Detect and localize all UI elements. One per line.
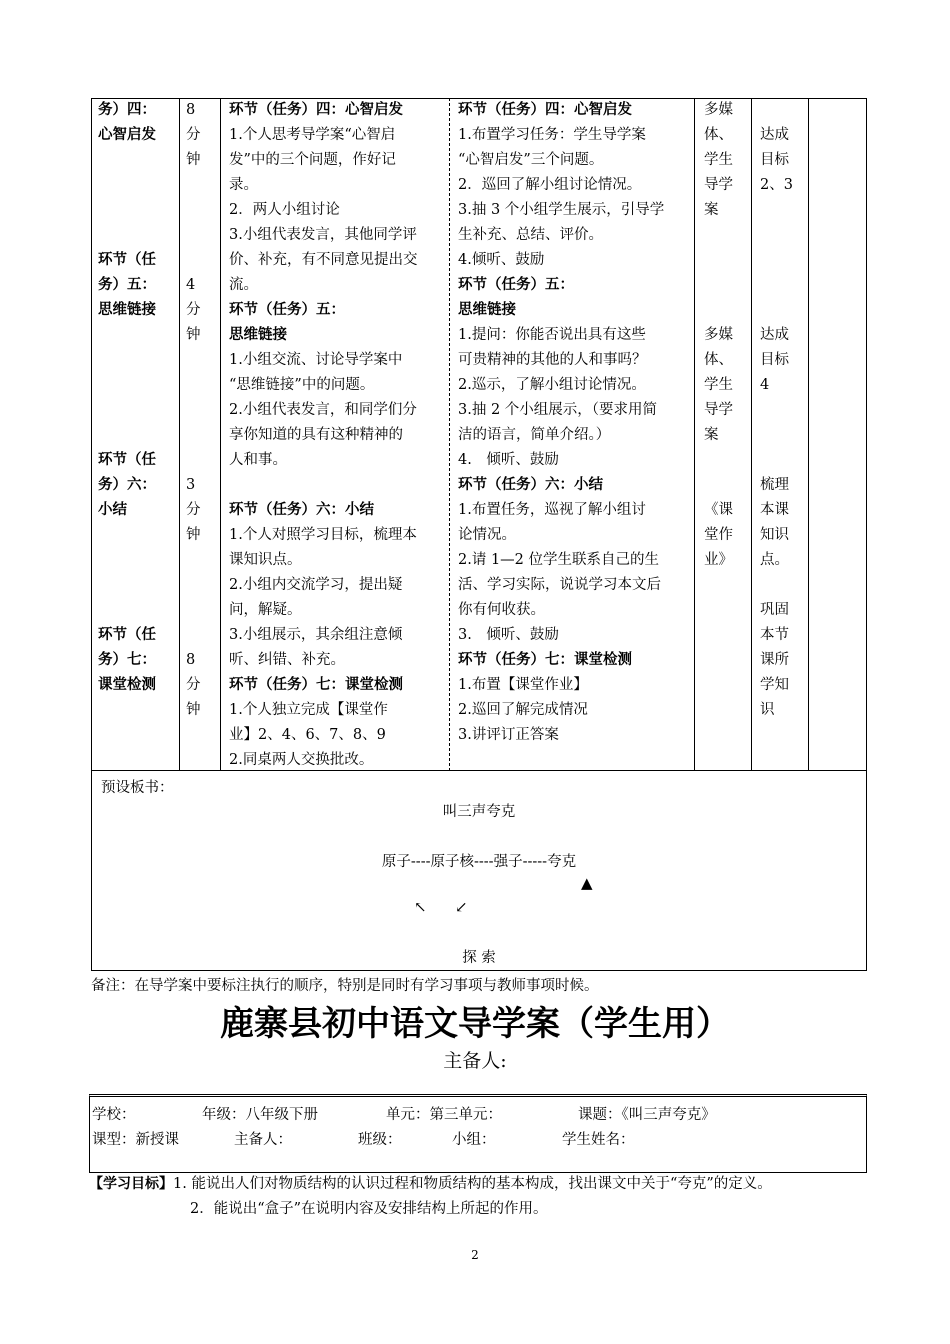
media-line: 案 — [704, 427, 719, 443]
student-line: 人和事。 — [229, 452, 287, 468]
media-line: 学生 — [704, 152, 733, 168]
goal-column — [760, 98, 793, 723]
goal-line — [760, 273, 793, 298]
stage-line — [98, 548, 156, 573]
time-line: 分 — [186, 127, 201, 143]
stage-line: 环节（任 — [98, 627, 156, 643]
teacher-line: 1.布置【课堂作业】 — [458, 677, 588, 693]
time-line — [186, 573, 201, 598]
teacher-line: 你有何收获。 — [458, 602, 545, 618]
goal-line: 目标 — [760, 352, 789, 368]
preparer-line: 主备人: — [443, 1050, 507, 1072]
student-line: 2．两人小组讨论 — [229, 202, 340, 218]
media-line: 多媒 — [704, 102, 733, 118]
stage-line: 小结 — [98, 502, 127, 518]
media-column — [704, 98, 733, 573]
goal-line — [760, 423, 793, 448]
stage-line — [98, 148, 156, 173]
student-line: 业】2、4、6、7、8、9 — [229, 727, 386, 743]
topic-field: 课题：《叫三声夸克》 — [578, 1107, 716, 1123]
goal-line: 梳理 — [760, 477, 789, 493]
grade-field: 年级：八年级下册 — [202, 1107, 318, 1123]
goal-line — [760, 298, 793, 323]
time-line — [186, 248, 201, 273]
board-bottom: 探 索 — [462, 950, 496, 966]
teacher-line: 4. 倾听、鼓励 — [458, 452, 559, 468]
stage-line: 心智启发 — [98, 127, 156, 143]
teacher-line: 环节（任务）四：心智启发 — [458, 102, 632, 118]
stage-line: 课堂检测 — [98, 677, 156, 693]
board-design-box — [91, 770, 867, 971]
student-line: 2.小组内交流学习，提出疑 — [229, 577, 403, 593]
board-chain: 原子----原子核----强子-----夸克 — [381, 854, 577, 870]
student-line: 课知识点。 — [229, 552, 302, 568]
board-label: 预设板书： — [101, 780, 174, 796]
time-line: 分 — [186, 677, 201, 693]
school-field: 学校： — [92, 1107, 136, 1123]
student-line: 环节（任务）四：心智启发 — [229, 102, 403, 118]
time-line: 3 — [186, 477, 196, 493]
media-line — [704, 223, 733, 248]
time-line: 4 — [186, 277, 196, 293]
media-line: 堂作 — [704, 527, 733, 543]
info-box — [89, 1094, 867, 1173]
student-line: 环节（任务）六：小结 — [229, 502, 374, 518]
goal-line: 本课 — [760, 502, 789, 518]
teacher-line: 论情况。 — [458, 527, 516, 543]
teacher-line: 2.巡示，了解小组讨论情况。 — [458, 377, 646, 393]
teacher-line: 洁的语言，简单介绍。） — [458, 427, 611, 443]
goal-line: 达成 — [760, 327, 789, 343]
time-line — [186, 548, 201, 573]
time-line — [186, 448, 201, 473]
student-line: 环节（任务）五： — [229, 302, 345, 318]
student-line: 1.小组交流、讨论导学案中 — [229, 352, 403, 368]
teacher-line: 3. 倾听、鼓励 — [458, 627, 559, 643]
time-line: 钟 — [186, 152, 201, 168]
stage-line — [98, 323, 156, 348]
stage-line: 务）七： — [98, 652, 156, 668]
student-line: 享你知道的具有这种精神的 — [229, 427, 403, 443]
stage-line: 务）六： — [98, 477, 156, 493]
goal-line — [760, 223, 793, 248]
goal-line: 识 — [760, 702, 775, 718]
student-line: 环节（任务）七：课堂检测 — [229, 677, 403, 693]
media-line — [704, 448, 733, 473]
stage-line — [98, 523, 156, 548]
time-line: 钟 — [186, 327, 201, 343]
time-line — [186, 173, 201, 198]
time-line: 钟 — [186, 527, 201, 543]
learning-goals — [89, 1172, 772, 1193]
goal-line: 2、3 — [760, 177, 793, 193]
time-line — [186, 348, 201, 373]
time-line: 8 — [186, 652, 196, 668]
teacher-line: 3.抽 3 个小组学生展示，引导学 — [458, 202, 665, 218]
stage-column — [98, 98, 156, 698]
stage-line: 环节（任 — [98, 252, 156, 268]
teacher-line: 活、学习实际，说说学习本文后 — [458, 577, 661, 593]
student-line: 录。 — [229, 177, 258, 193]
student-line: 1.个人独立完成【课堂作 — [229, 702, 388, 718]
goal-line: 巩固 — [760, 602, 789, 618]
triangle-icon: ▲ — [581, 874, 593, 892]
student-name-field: 学生姓名： — [562, 1132, 635, 1148]
stage-line — [98, 423, 156, 448]
teacher-line: 1.布置任务，巡视了解小组讨 — [458, 502, 646, 518]
teacher-line: 1.布置学习任务：学生导学案 — [458, 127, 646, 143]
stage-line — [98, 373, 156, 398]
goal-line — [760, 98, 793, 123]
group-field: 小组： — [452, 1132, 496, 1148]
stage-line — [98, 198, 156, 223]
teacher-line: 4.倾听、鼓励 — [458, 252, 545, 268]
stage-line: 思维链接 — [98, 302, 156, 318]
student-line: 3.小组展示，其余组注意倾 — [229, 627, 403, 643]
stage-line — [98, 223, 156, 248]
media-line — [704, 248, 733, 273]
student-line: 问，解疑。 — [229, 602, 302, 618]
teacher-line: 环节（任务）六：小结 — [458, 477, 603, 493]
time-line: 钟 — [186, 702, 201, 718]
time-column — [186, 98, 201, 723]
media-line: 《课 — [704, 502, 733, 518]
media-line — [704, 273, 733, 298]
stage-line: 务）四： — [98, 102, 156, 118]
teacher-line: 2.请 1—2 位学生联系自己的生 — [458, 552, 660, 568]
page-number: 2 — [471, 1248, 479, 1262]
time-line — [186, 623, 201, 648]
goal-line: 点。 — [760, 552, 789, 568]
media-line: 体、 — [704, 127, 733, 143]
media-line: 案 — [704, 202, 719, 218]
time-line — [186, 373, 201, 398]
class-field: 班级： — [358, 1132, 402, 1148]
media-line: 学生 — [704, 377, 733, 393]
teacher-line: 2．巡回了解小组讨论情况。 — [458, 177, 642, 193]
goal-line: 4 — [760, 377, 770, 393]
media-line: 体、 — [704, 352, 733, 368]
student-activity-column — [229, 98, 418, 773]
goal-line: 学知 — [760, 677, 789, 693]
arrow-up-left-icon: ↖ — [414, 898, 427, 916]
stage-line — [98, 573, 156, 598]
type-field: 课型：新授课 — [92, 1132, 179, 1148]
stage-line: 环节（任 — [98, 452, 156, 468]
media-line: 业》 — [704, 552, 733, 568]
student-line: 3.小组代表发言，其他同学评 — [229, 227, 417, 243]
goals-label: 【学习目标】 — [89, 1176, 173, 1192]
time-line — [186, 198, 201, 223]
goal-line — [760, 398, 793, 423]
stage-line — [98, 348, 156, 373]
teacher-line: 思维链接 — [458, 302, 516, 318]
stage-line — [98, 398, 156, 423]
student-line: 发”中的三个问题，作好记 — [229, 152, 396, 168]
student-line: 思维链接 — [229, 327, 287, 343]
student-line: 1.个人对照学习目标，梳理本 — [229, 527, 417, 543]
note: 备注：在导学案中要标注执行的顺序，特别是同时有学习事项与教师事项时候。 — [91, 978, 599, 994]
board-title: 叫三声夸克 — [442, 804, 516, 820]
student-line: 价、补充，有不同意见提出交 — [229, 252, 418, 268]
teacher-line: 生补充、总结、评价。 — [458, 227, 603, 243]
goal-line: 目标 — [760, 152, 789, 168]
goal-item-1: 1. 能说出人们对物质结构的认识过程和物质结构的基本构成，找出课文中关于“夸克”的定义。 — [173, 1176, 772, 1192]
student-line — [229, 473, 418, 498]
student-line: 2.同桌两人交换批改。 — [229, 752, 374, 768]
media-line: 多媒 — [704, 327, 733, 343]
time-line: 分 — [186, 302, 201, 318]
teacher-line: 1.提问：你能否说出具有这些 — [458, 327, 646, 343]
preparer-field: 主备人： — [234, 1132, 292, 1148]
stage-line — [98, 598, 156, 623]
teacher-activity-column — [458, 98, 664, 748]
goal-line — [760, 448, 793, 473]
teacher-line: 环节（任务）七：课堂检测 — [458, 652, 632, 668]
arrow-down-left-icon: ↙ — [455, 898, 468, 916]
goal-line — [760, 198, 793, 223]
media-line — [704, 298, 733, 323]
media-line: 导学 — [704, 402, 733, 418]
time-line: 分 — [186, 502, 201, 518]
media-line — [704, 473, 733, 498]
student-line: 听、纠错、补充。 — [229, 652, 345, 668]
time-line — [186, 223, 201, 248]
teacher-line: 环节（任务）五： — [458, 277, 574, 293]
goal-line — [760, 573, 793, 598]
goal-item-2: 2．能说出“盒子”在说明内容及安排结构上所起的作用。 — [190, 1201, 548, 1217]
teacher-line: 2.巡回了解完成情况 — [458, 702, 588, 718]
time-line — [186, 398, 201, 423]
page-heading: 鹿寨县初中语文导学案（学生用） — [220, 1004, 730, 1044]
teacher-line: 3.抽 2 个小组展示，（要求用简 — [458, 402, 658, 418]
goal-line: 达成 — [760, 127, 789, 143]
time-line: 8 — [186, 102, 196, 118]
goal-line: 本节 — [760, 627, 789, 643]
time-line — [186, 598, 201, 623]
student-line: 1.个人思考导学案“心智启 — [229, 127, 396, 143]
stage-line: 务）五： — [98, 277, 156, 293]
student-line: 流。 — [229, 277, 258, 293]
goal-line: 课所 — [760, 652, 789, 668]
student-line: “思维链接”中的问题。 — [229, 377, 375, 393]
goal-line: 知识 — [760, 527, 789, 543]
time-line — [186, 423, 201, 448]
teacher-line: 3.讲评订正答案 — [458, 727, 559, 743]
goal-line — [760, 248, 793, 273]
teacher-line: 可贵精神的其他的人和事吗？ — [458, 352, 647, 368]
unit-field: 单元：第三单元： — [386, 1107, 502, 1123]
stage-line — [98, 173, 156, 198]
teacher-line: “心智启发”三个问题。 — [458, 152, 604, 168]
media-line: 导学 — [704, 177, 733, 193]
student-line: 2.小组代表发言，和同学们分 — [229, 402, 417, 418]
